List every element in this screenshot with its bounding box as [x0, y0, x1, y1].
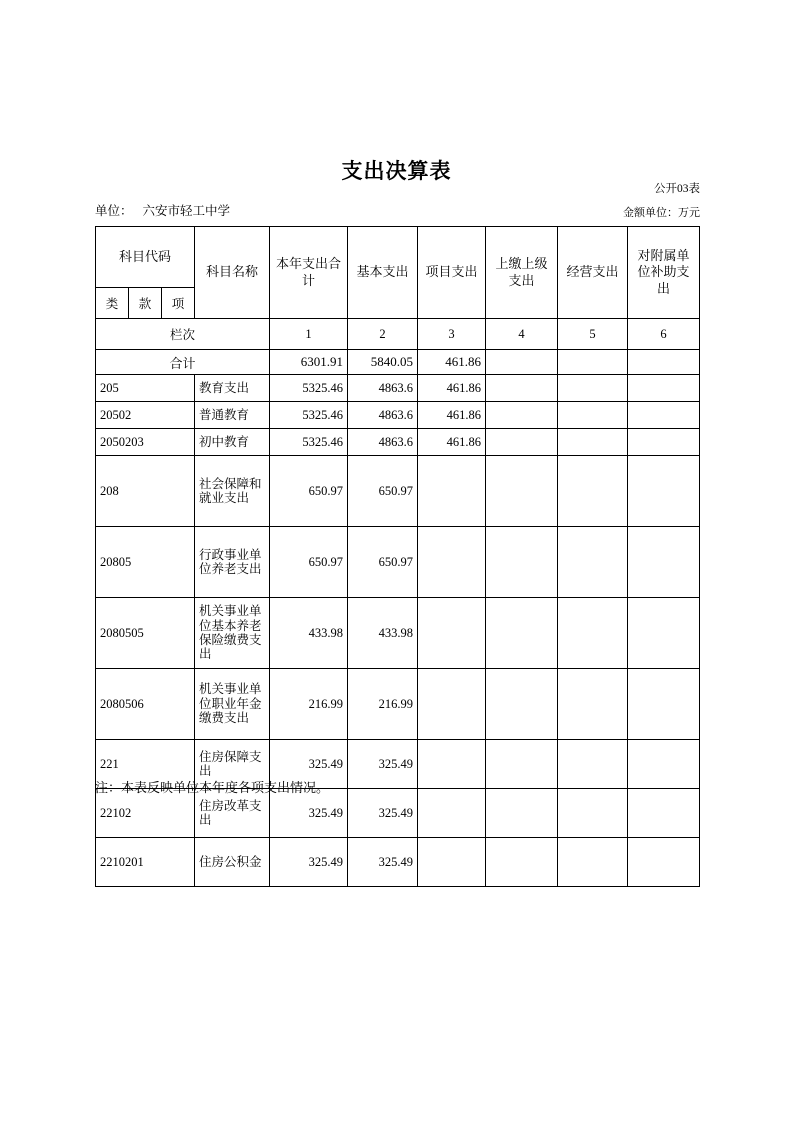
header-code-group: 科目代码: [96, 227, 195, 288]
row-value-5: [558, 740, 628, 789]
row-code: 22102: [96, 789, 195, 838]
row-code: 20805: [96, 527, 195, 598]
row-value-6: [628, 375, 700, 402]
header-col-6: 对附属单位补助支出: [628, 227, 700, 319]
row-value-4: [486, 669, 558, 740]
row-value-5: [558, 429, 628, 456]
row-value-2: 4863.6: [348, 402, 418, 429]
row-value-6: [628, 669, 700, 740]
row-value-2: 325.49: [348, 838, 418, 887]
amount-unit: 金额单位：万元: [623, 207, 700, 219]
table-row: [96, 375, 700, 402]
row-value-2: 650.97: [348, 456, 418, 527]
lanci-1: 1: [270, 319, 348, 350]
form-number: 公开03表: [654, 183, 700, 195]
lanci-row: [96, 319, 700, 350]
row-value-2: 650.97: [348, 527, 418, 598]
row-value-6: [628, 740, 700, 789]
unit-value: 六安市轻工中学: [142, 204, 231, 218]
row-value-4: [486, 838, 558, 887]
row-code: 2080506: [96, 669, 195, 740]
table-row: [96, 838, 700, 887]
row-value-5: [558, 456, 628, 527]
row-value-5: [558, 598, 628, 669]
row-value-5: [558, 402, 628, 429]
header-subject-name: 科目名称: [195, 227, 270, 319]
row-code: 221: [96, 740, 195, 789]
row-name: 机关事业单位职业年金缴费支出: [195, 669, 270, 740]
row-value-3: [418, 740, 486, 789]
table-row: [96, 429, 700, 456]
row-name: 普通教育: [195, 402, 270, 429]
row-value-1: 325.49: [270, 789, 348, 838]
row-value-4: [486, 429, 558, 456]
row-value-2: 433.98: [348, 598, 418, 669]
row-value-4: [486, 789, 558, 838]
lanci-label: 栏次: [96, 319, 270, 350]
row-value-6: [628, 789, 700, 838]
table-row: [96, 402, 700, 429]
row-value-4: [486, 740, 558, 789]
row-value-4: [486, 375, 558, 402]
row-value-5: [558, 789, 628, 838]
row-value-6: [628, 429, 700, 456]
row-value-2: 4863.6: [348, 375, 418, 402]
table-row-total: [96, 350, 700, 375]
row-value-2: 325.49: [348, 789, 418, 838]
row-value-1: 5325.46: [270, 402, 348, 429]
row-name: 住房保障支出: [195, 740, 270, 789]
row-value-3: [418, 789, 486, 838]
total-value-2: 5840.05: [348, 350, 418, 375]
unit-info: [95, 201, 230, 219]
row-value-3: [418, 669, 486, 740]
table-row: [96, 598, 700, 669]
row-value-1: 433.98: [270, 598, 348, 669]
row-code: 205: [96, 375, 195, 402]
lanci-5: 5: [558, 319, 628, 350]
row-name: 住房改革支出: [195, 789, 270, 838]
row-value-3: [418, 838, 486, 887]
row-name: 初中教育: [195, 429, 270, 456]
row-value-2: 325.49: [348, 740, 418, 789]
row-name: 住房公积金: [195, 838, 270, 887]
row-value-4: [486, 456, 558, 527]
row-value-6: [628, 402, 700, 429]
row-value-1: 216.99: [270, 669, 348, 740]
row-code: 208: [96, 456, 195, 527]
lanci-6: 6: [628, 319, 700, 350]
row-value-1: 650.97: [270, 456, 348, 527]
total-value-1: 6301.91: [270, 350, 348, 375]
row-value-4: [486, 527, 558, 598]
row-value-1: 650.97: [270, 527, 348, 598]
row-value-3: 461.86: [418, 429, 486, 456]
table-note: 注：本表反映单位本年度各项支出情况。: [95, 780, 330, 795]
row-value-5: [558, 838, 628, 887]
row-code: 2050203: [96, 429, 195, 456]
row-value-6: [628, 598, 700, 669]
row-value-2: 4863.6: [348, 429, 418, 456]
row-value-3: 461.86: [418, 375, 486, 402]
total-value-6: [628, 350, 700, 375]
header-code-xiang: 项: [162, 288, 195, 319]
header-col-2: 基本支出: [348, 227, 418, 319]
total-value-5: [558, 350, 628, 375]
row-value-5: [558, 527, 628, 598]
row-value-3: [418, 598, 486, 669]
row-value-2: 216.99: [348, 669, 418, 740]
header-col-3: 项目支出: [418, 227, 486, 319]
table-row: [96, 669, 700, 740]
table-row: [96, 527, 700, 598]
row-value-1: 5325.46: [270, 429, 348, 456]
header-col-1: 本年支出合计: [270, 227, 348, 319]
row-name: 社会保障和就业支出: [195, 456, 270, 527]
total-value-4: [486, 350, 558, 375]
total-value-3: 461.86: [418, 350, 486, 375]
lanci-2: 2: [348, 319, 418, 350]
row-value-1: 325.49: [270, 838, 348, 887]
row-value-1: 325.49: [270, 740, 348, 789]
row-code: 2080505: [96, 598, 195, 669]
row-value-3: 461.86: [418, 402, 486, 429]
table-row: [96, 456, 700, 527]
row-value-5: [558, 669, 628, 740]
row-value-5: [558, 375, 628, 402]
row-value-3: [418, 456, 486, 527]
row-value-3: [418, 527, 486, 598]
page-title: 支出决算表: [341, 159, 452, 183]
lanci-3: 3: [418, 319, 486, 350]
unit-label: 单位：: [95, 204, 133, 218]
row-name: 教育支出: [195, 375, 270, 402]
header-code-lei: 类: [96, 288, 129, 319]
row-value-1: 5325.46: [270, 375, 348, 402]
header-code-kuan: 款: [129, 288, 162, 319]
row-value-6: [628, 527, 700, 598]
row-name: 行政事业单位养老支出: [195, 527, 270, 598]
row-value-4: [486, 598, 558, 669]
header-col-5: 经营支出: [558, 227, 628, 319]
row-value-4: [486, 402, 558, 429]
row-value-6: [628, 456, 700, 527]
table-header-row: [96, 227, 700, 288]
row-name: 机关事业单位基本养老保险缴费支出: [195, 598, 270, 669]
row-code: 2210201: [96, 838, 195, 887]
row-value-6: [628, 838, 700, 887]
header-col-4: 上缴上级支出: [486, 227, 558, 319]
lanci-4: 4: [486, 319, 558, 350]
row-code: 20502: [96, 402, 195, 429]
total-label: 合计: [96, 350, 270, 375]
